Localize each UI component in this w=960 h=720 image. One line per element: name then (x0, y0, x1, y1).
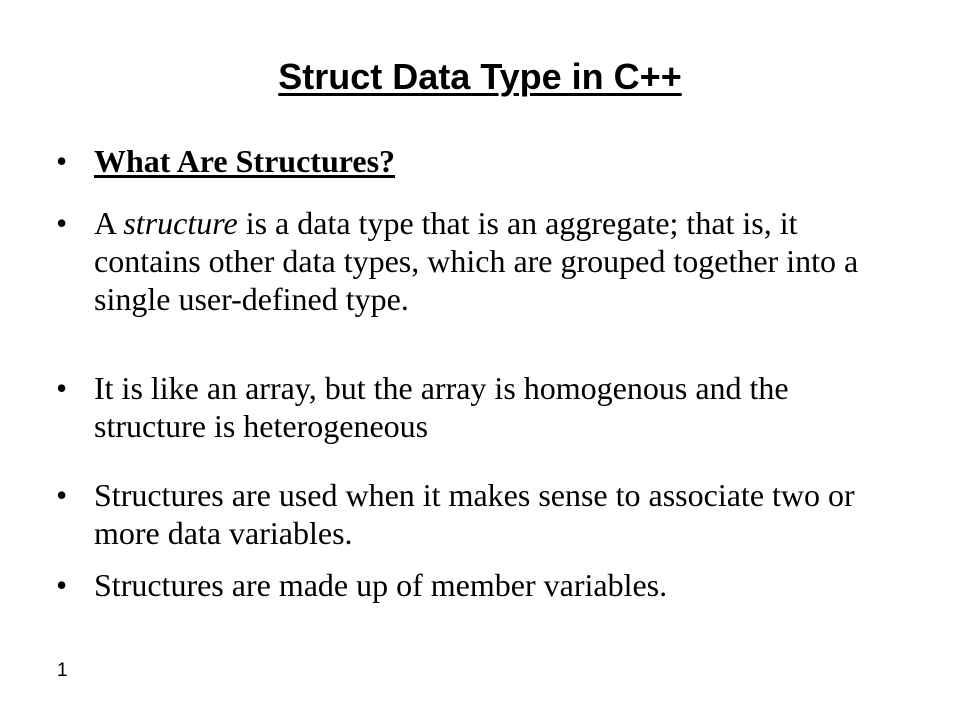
bullet-usage (56, 476, 906, 552)
bullet-members-text: Structures are made up of member variables. (94, 567, 668, 603)
bullet-array-comparison-text: It is like an array, but the array is homogenous and the structure is heterogeneous (94, 370, 789, 444)
bullet-heading-text: What Are Structures? (94, 143, 396, 179)
bullet-definition-text (94, 204, 906, 318)
bullet-heading (56, 142, 906, 180)
definition-emphasis: structure (123, 205, 238, 241)
bullet-dot: • (56, 143, 68, 179)
bullet-usage-text: Structures are used when it makes sense to associate two or more data variables. (94, 477, 855, 551)
bullet-array-comparison (56, 369, 906, 445)
bullet-definition (56, 204, 906, 318)
bullet-members (56, 566, 906, 604)
bullet-dot: • (56, 370, 68, 406)
bullet-dot: • (56, 205, 68, 241)
slide-title (0, 55, 960, 99)
bullet-dot: • (56, 567, 68, 603)
definition-rest: is a data type that is an aggregate; that is, it contains other data types, which are grouped together into a single user-defined type. (94, 205, 859, 317)
slide-title-text: Struct Data Type in C++ (278, 56, 682, 97)
bullet-dot: • (56, 477, 68, 513)
slide-number: 1 (57, 660, 68, 681)
definition-prefix: A (94, 205, 124, 241)
